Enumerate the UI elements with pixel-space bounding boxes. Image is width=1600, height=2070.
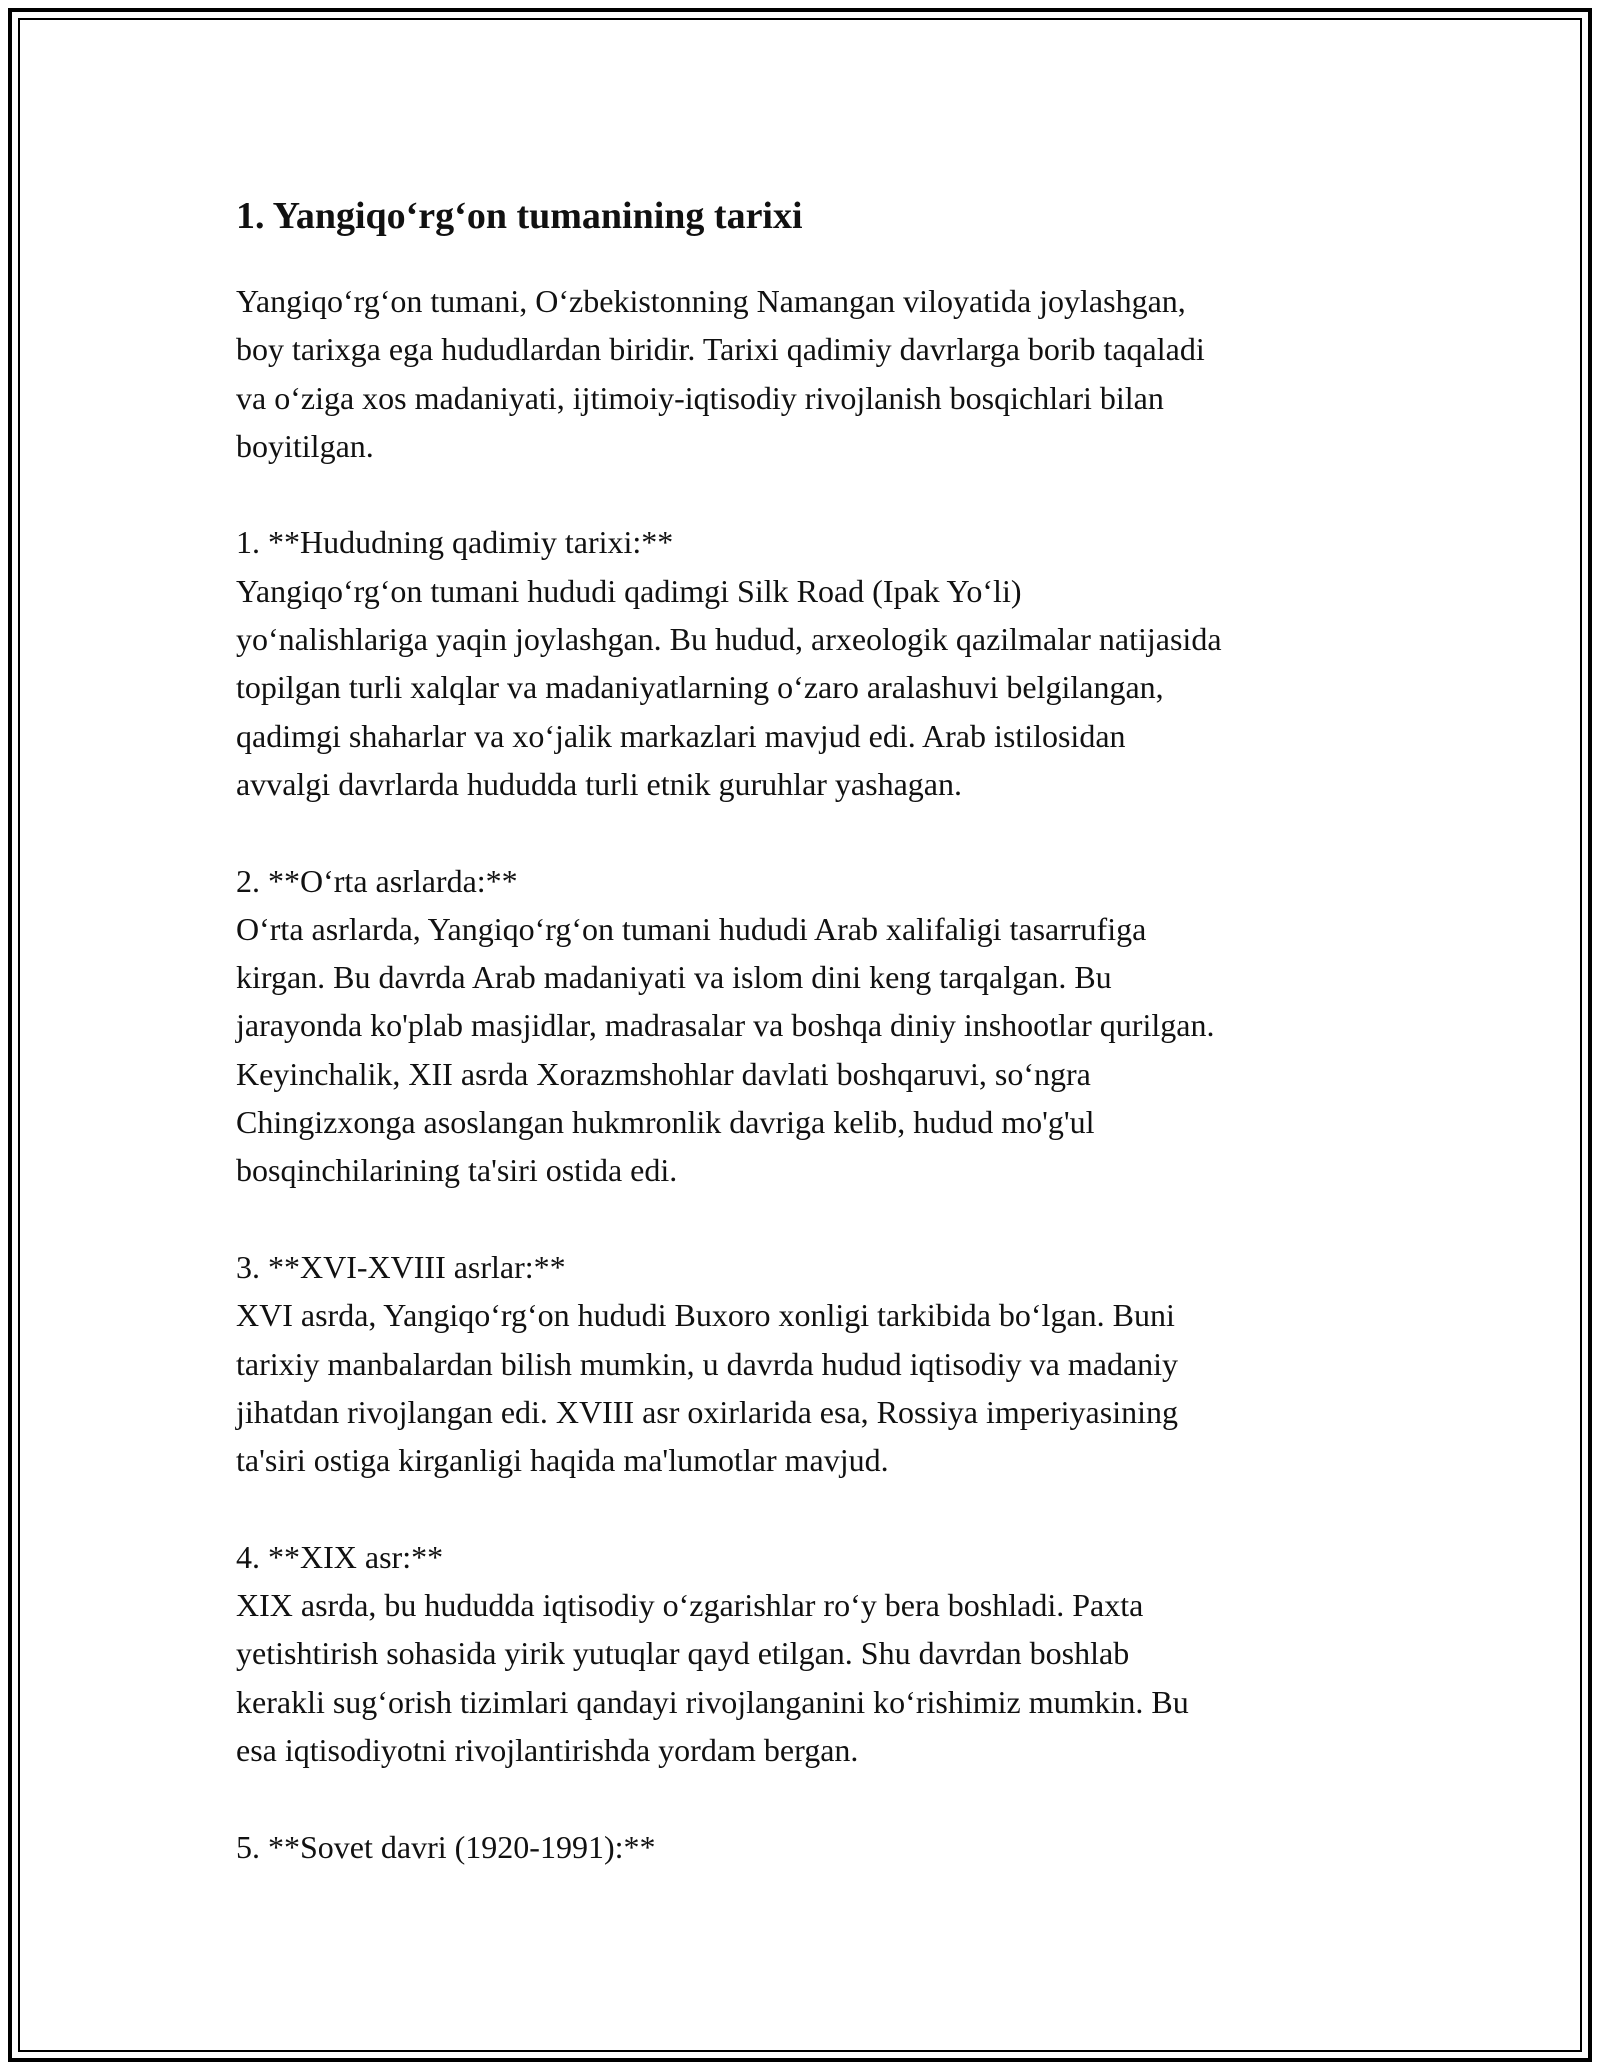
section-heading: 3. **XVI-XVIII asrlar:** bbox=[236, 1248, 566, 1285]
spacer bbox=[236, 1774, 1376, 1822]
spacer bbox=[236, 1484, 1376, 1532]
spacer bbox=[236, 808, 1376, 856]
section-heading: 4. **XIX asr:** bbox=[236, 1538, 444, 1575]
section-line: topilgan turli xalqlar va madaniyatlarning o‘zaro aralashuvi belgilangan, bbox=[236, 669, 1164, 706]
section-line: kerakli sug‘orish tizimlari qandayi rivojlanganini ko‘rishimiz mumkin. Bu bbox=[236, 1683, 1189, 1720]
section-line: qadimgi shaharlar va xo‘jalik markazlari mavjud edi. Arab istilosidan bbox=[236, 717, 1126, 754]
section-line: tarixiy manbalardan bilish mumkin, u davrda hudud iqtisodiy va madaniy bbox=[236, 1345, 1179, 1382]
section-line: yetishtirish sohasida yirik yutuqlar qayd etilgan. Shu davrdan boshlab bbox=[236, 1635, 1130, 1672]
section-line: esa iqtisodiyotni rivojlantirishda yordam bergan. bbox=[236, 1731, 859, 1768]
section-line: Chingizxonga asoslangan hukmronlik davriga kelib, hudud mo'g'ul bbox=[236, 1104, 1095, 1141]
section-line: Yangiqo‘rg‘on tumani hududi qadimgi Silk Road (Ipak Yo‘li) bbox=[236, 572, 1022, 609]
section-line: avvalgi davrlarda hududda turli etnik guruhlar yashagan. bbox=[236, 765, 962, 802]
document-page bbox=[236, 188, 1376, 1871]
intro-line: Yangiqo‘rg‘on tumani, O‘zbekistonning Namangan viloyatida joylashgan, bbox=[236, 283, 1186, 319]
spacer bbox=[236, 470, 1376, 518]
section-line: kirgan. Bu davrda Arab madaniyati va islom dini keng tarqalgan. Bu bbox=[236, 959, 1112, 996]
intro-line: va o‘ziga xos madaniyati, ijtimoiy-iqtisodiy rivojlanish bosqichlari bilan bbox=[236, 379, 1164, 416]
section-ancient-history bbox=[236, 518, 1376, 808]
section-line: XIX asrda, bu hududda iqtisodiy o‘zgarishlar ro‘y bera boshladi. Paxta bbox=[236, 1587, 1144, 1624]
section-line: bosqinchilarining ta'siri ostida edi. bbox=[236, 1152, 678, 1189]
section-soviet-period bbox=[236, 1823, 1376, 1871]
section-line: jarayonda ko'plab masjidlar, madrasalar va boshqa diniy inshootlar qurilgan. bbox=[236, 1007, 1215, 1044]
section-line: yo‘nalishlariga yaqin joylashgan. Bu hudud, arxeologik qazilmalar natijasida bbox=[236, 621, 1222, 658]
intro-paragraph bbox=[236, 277, 1376, 470]
spacer bbox=[236, 1195, 1376, 1243]
document-title: 1. Yangiqo‘rg‘on tumanining tarixi bbox=[236, 195, 803, 237]
section-line: jihatdan rivojlangan edi. XVIII asr oxirlarida esa, Rossiya imperiyasining bbox=[236, 1393, 1178, 1430]
section-line: ta'siri ostiga kirganligi haqida ma'lumotlar mavjud. bbox=[236, 1442, 889, 1479]
section-middle-ages bbox=[236, 857, 1376, 1195]
section-19-century bbox=[236, 1533, 1376, 1774]
section-line: O‘rta asrlarda, Yangiqo‘rg‘on tumani hududi Arab xalifaligi tasarrufiga bbox=[236, 910, 1147, 947]
section-heading: 5. **Sovet davri (1920-1991):** bbox=[236, 1828, 656, 1865]
section-16-18-centuries bbox=[236, 1243, 1376, 1484]
section-heading: 2. **O‘rta asrlarda:** bbox=[236, 862, 518, 899]
intro-line: boyitilgan. bbox=[236, 427, 374, 464]
intro-line: boy tarixga ega hududlardan biridir. Tarixi qadimiy davrlarga borib taqaladi bbox=[236, 331, 1205, 368]
section-line: Keyinchalik, XII asrda Xorazmshohlar davlati boshqaruvi, so‘ngra bbox=[236, 1055, 1091, 1092]
section-line: XVI asrda, Yangiqo‘rg‘on hududi Buxoro xonligi tarkibida bo‘lgan. Buni bbox=[236, 1297, 1175, 1334]
section-heading: 1. **Hududning qadimiy tarixi:** bbox=[236, 524, 674, 561]
